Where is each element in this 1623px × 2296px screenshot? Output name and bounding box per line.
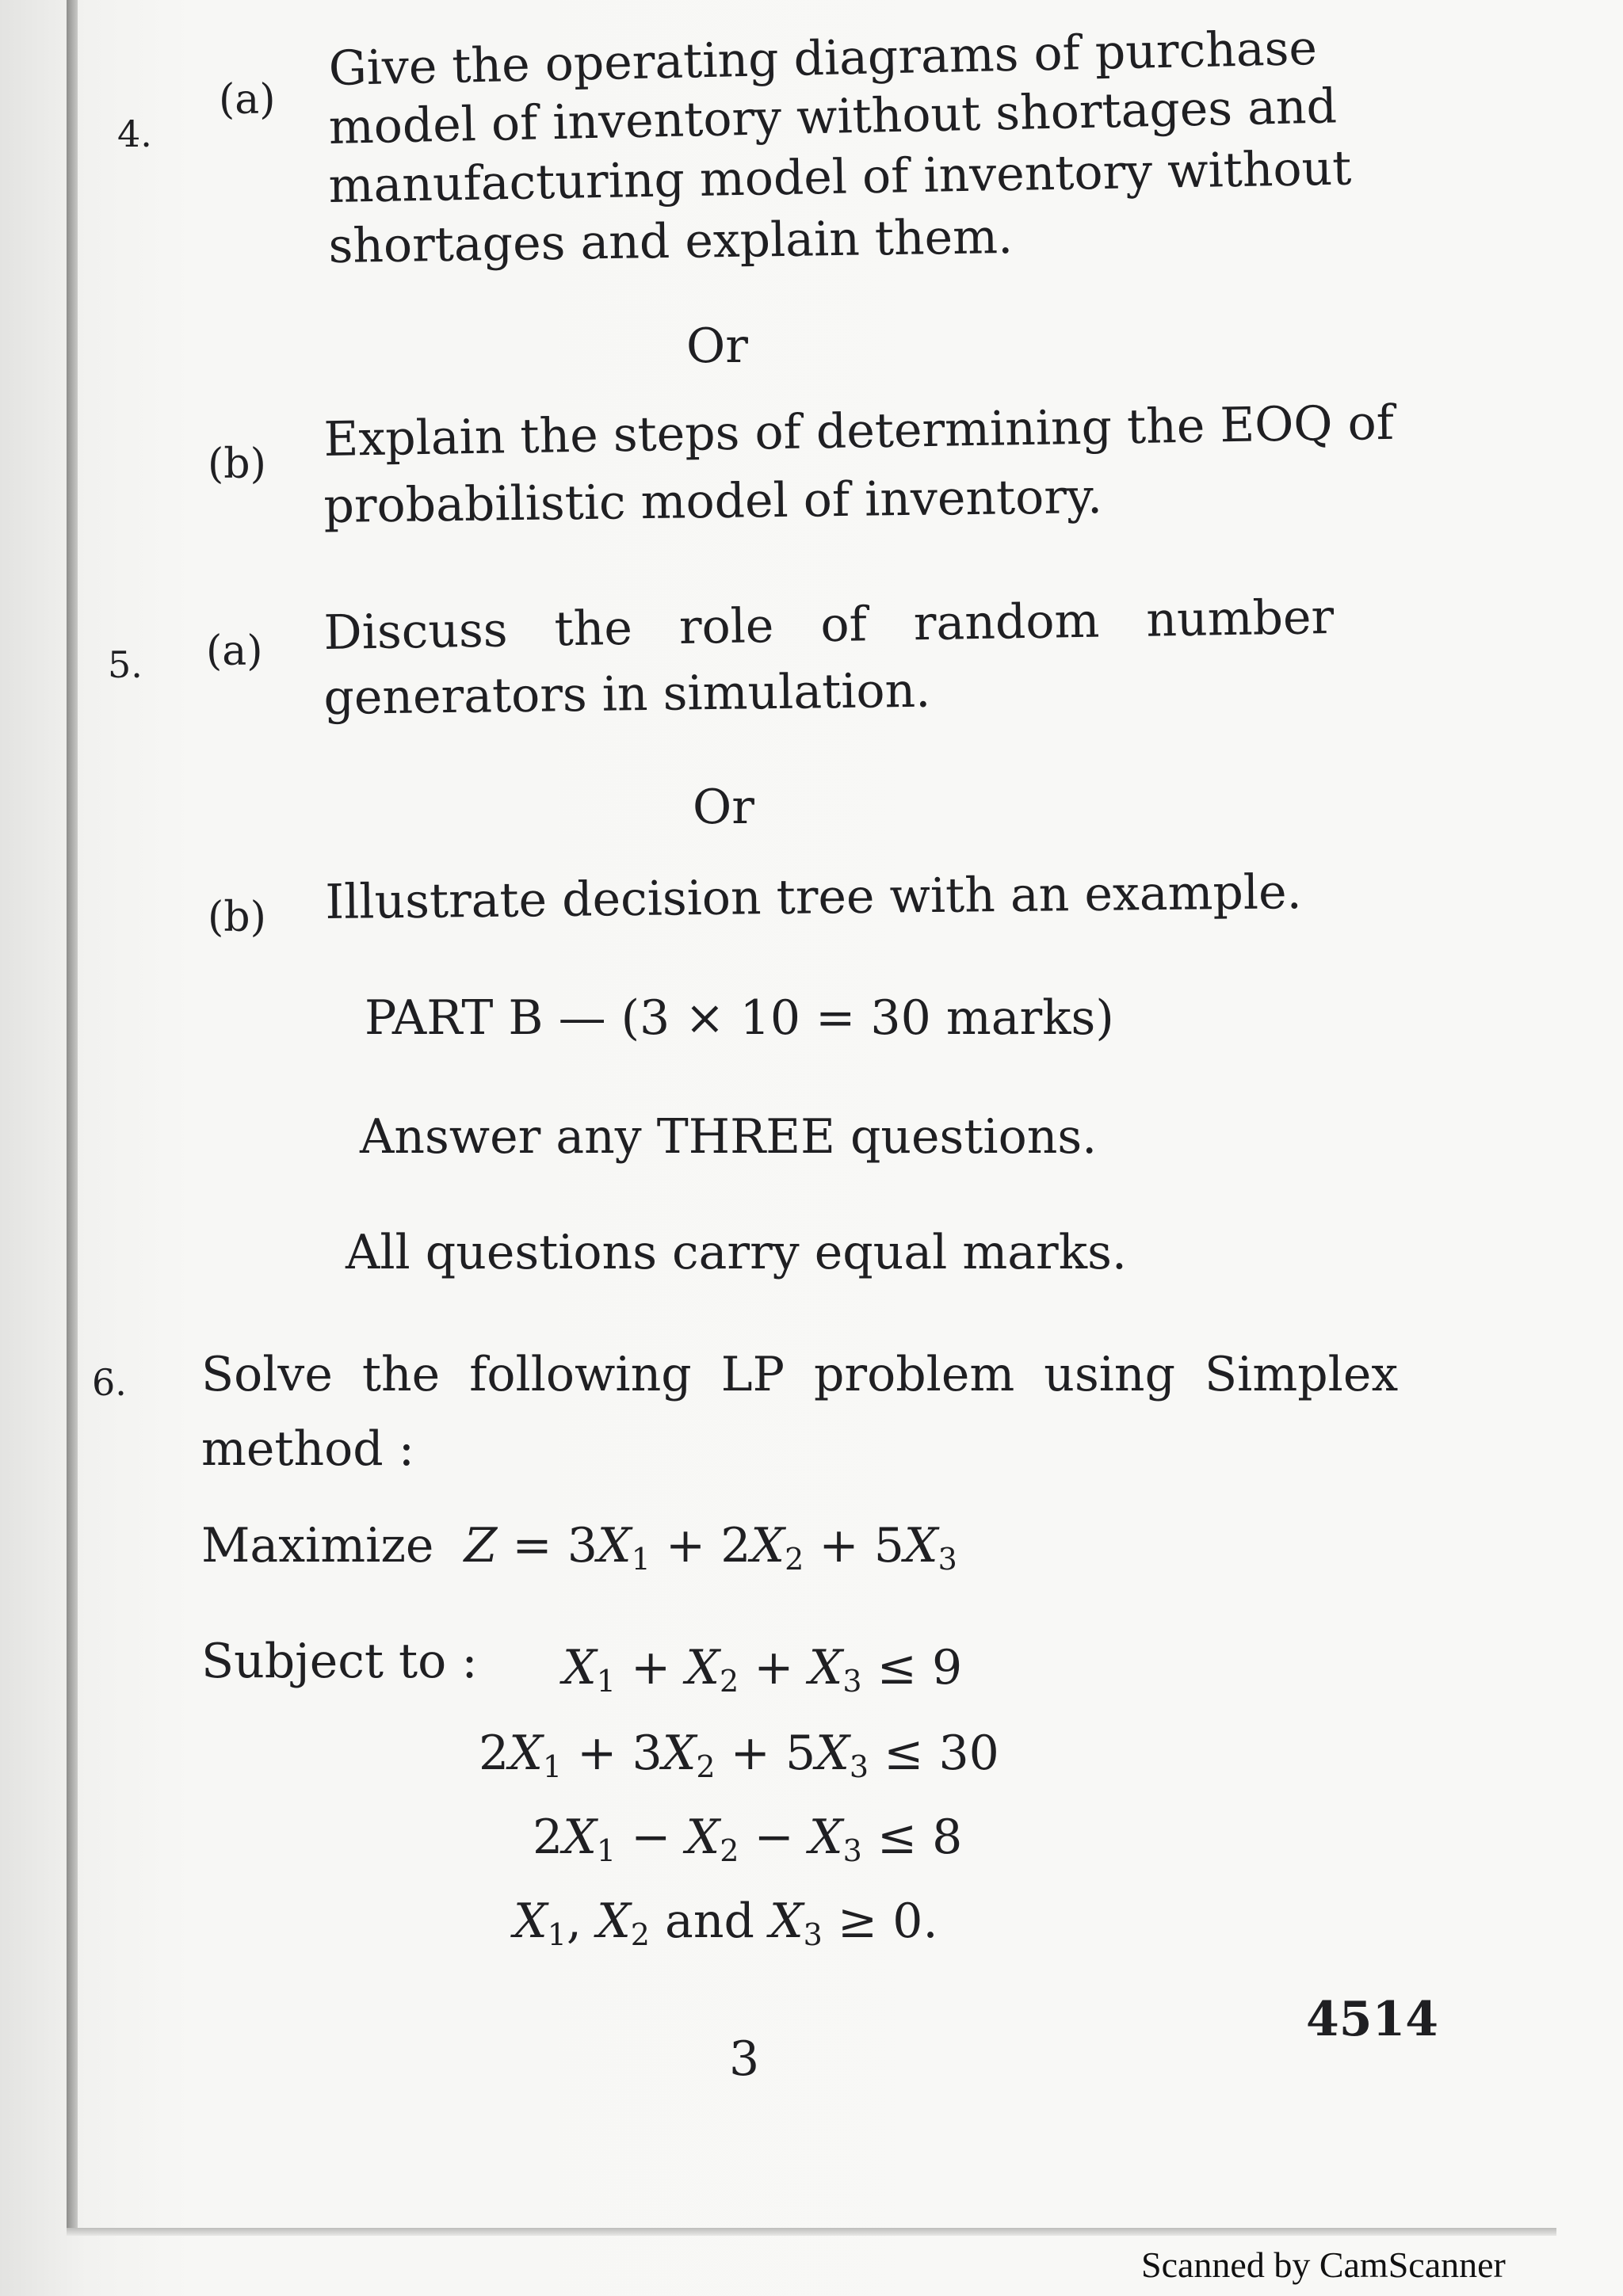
q4-part-b-label: (b) — [208, 441, 266, 488]
question-number-6: 6. — [92, 1361, 127, 1404]
q5-or-separator: Or — [693, 780, 754, 835]
q4-part-b-line-1: Explain the steps of determining the EOQ of — [323, 395, 1395, 467]
q4-part-a-line-1: Give the operating diagrams of purchase — [328, 20, 1318, 97]
q6-constraint-4: $X_1$, $X_2$ and $X_3 \ge 0$. — [514, 1894, 938, 1952]
paper-code: 4514 — [1306, 1992, 1438, 2047]
page-bottom-edge-shadow — [67, 2228, 1556, 2236]
scanner-watermark: Scanned by CamScanner — [1141, 2245, 1506, 2285]
q5-part-b-label: (b) — [208, 894, 266, 941]
q5-part-b-line-1: Illustrate decision tree with an example. — [325, 864, 1302, 930]
q6-constraint-3: $2X_1 - X_2 - X_3 \le 8$ — [533, 1810, 963, 1868]
q4-part-b-line-2: probabilistic model of inventory. — [323, 468, 1103, 534]
q6-constraint-2: $2X_1 + 3X_2 + 5X_3 \le 30$ — [479, 1726, 999, 1784]
q6-and-word: and — [665, 1894, 754, 1949]
q4-part-a-line-4: shortages and explain them. — [328, 208, 1014, 274]
q5-part-a-line-1: Discuss the role of random number — [323, 589, 1335, 661]
q4-part-a-label: (a) — [219, 76, 276, 124]
q6-subject-to-label: Subject to : — [201, 1634, 478, 1689]
page-number: 3 — [729, 2031, 760, 2087]
part-b-heading: PART B — (3 × 10 = 30 marks) — [365, 990, 1114, 1046]
question-number-5: 5. — [108, 643, 143, 686]
part-b-instruction-1: Answer any THREE questions. — [360, 1109, 1098, 1165]
part-b-instruction-2: All questions carry equal marks. — [346, 1225, 1127, 1280]
q4-part-a-line-2: model of inventory without shortages and — [328, 78, 1338, 155]
q6-objective: Maximize $Z = 3X_1 + 2X_2 + 5X_3$ — [201, 1518, 957, 1577]
q6-line-2: method : — [201, 1421, 414, 1477]
q5-part-a-line-2: generators in simulation. — [323, 662, 931, 726]
page-left-edge-shadow — [67, 0, 78, 2234]
q6-objective-label: Maximize — [201, 1518, 434, 1573]
q6-constraint-1: $X_1 + X_2 + X_3 \le 9$ — [563, 1640, 963, 1699]
q4-part-a-line-3: manufacturing model of inventory without — [328, 140, 1352, 214]
q6-line-1: Solve the following LP problem using Simplex — [201, 1347, 1399, 1402]
q5-part-a-label: (a) — [206, 627, 263, 675]
q4-or-separator: Or — [686, 318, 748, 374]
question-number-4: 4. — [117, 113, 152, 155]
